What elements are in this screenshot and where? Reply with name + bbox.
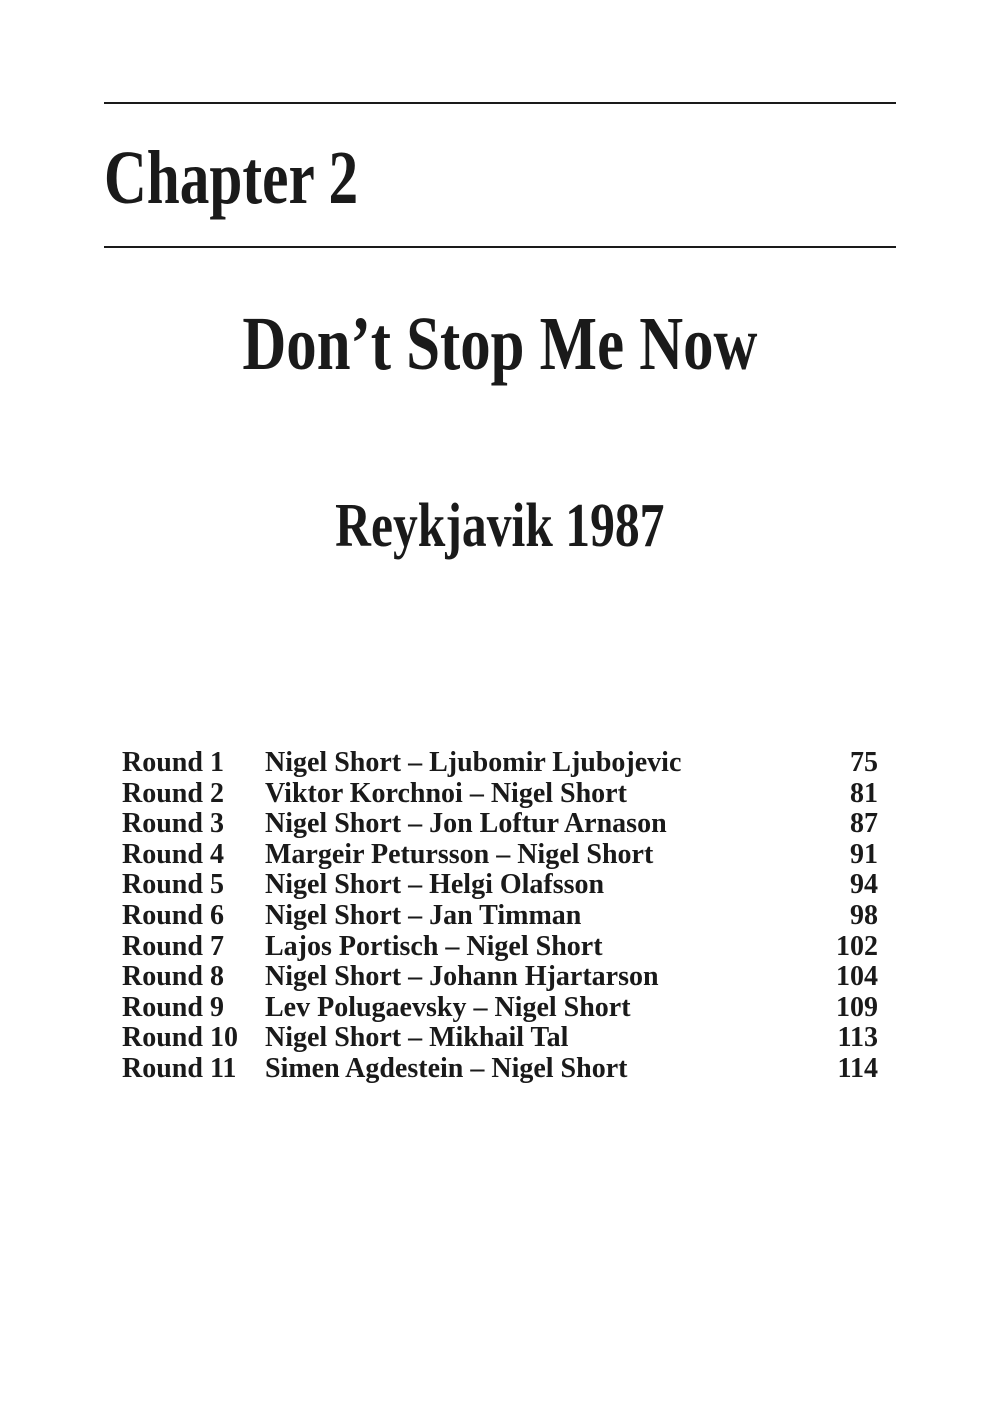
game-title: Viktor Korchnoi – Nigel Short bbox=[265, 777, 627, 809]
round-label: Round 6 bbox=[122, 899, 224, 931]
round-label: Round 2 bbox=[122, 777, 224, 809]
contents-row bbox=[122, 748, 878, 779]
contents-row bbox=[122, 840, 878, 871]
chapter-subtitle-text: Reykjavik 1987 bbox=[335, 492, 665, 560]
round-label: Round 7 bbox=[122, 930, 224, 962]
page-number: 104 bbox=[836, 961, 878, 993]
page-number: 75 bbox=[850, 747, 878, 778]
contents-row bbox=[122, 809, 878, 840]
contents-row bbox=[122, 1023, 878, 1054]
contents-row bbox=[122, 932, 878, 963]
chapter-title bbox=[0, 294, 1000, 394]
game-title: Margeir Petursson – Nigel Short bbox=[265, 838, 654, 870]
contents-row bbox=[122, 962, 878, 993]
page-number: 81 bbox=[850, 777, 878, 809]
game-title: Simen Agdestein – Nigel Short bbox=[265, 1052, 628, 1084]
contents-row bbox=[122, 870, 878, 901]
game-title: Nigel Short – Mikhail Tal bbox=[265, 1022, 569, 1054]
game-title: Nigel Short – Johann Hjartarson bbox=[265, 961, 659, 993]
page-number: 98 bbox=[850, 899, 878, 931]
game-title: Nigel Short – Ljubomir Ljubojevic bbox=[265, 747, 682, 778]
contents-row bbox=[122, 993, 878, 1024]
round-label: Round 1 bbox=[122, 747, 224, 778]
round-label: Round 8 bbox=[122, 961, 224, 993]
page-number: 87 bbox=[850, 808, 878, 840]
chapter-label: Chapter 2 bbox=[104, 136, 359, 220]
game-title: Nigel Short – Helgi Olafsson bbox=[265, 869, 605, 901]
contents-row bbox=[122, 901, 878, 932]
chapter-subtitle bbox=[0, 486, 1000, 566]
page-number: 91 bbox=[850, 838, 878, 870]
top-rule bbox=[104, 102, 896, 104]
page-number: 102 bbox=[836, 930, 878, 962]
contents-list bbox=[122, 748, 878, 1085]
page-number: 94 bbox=[850, 869, 878, 901]
round-label: Round 3 bbox=[122, 808, 224, 840]
game-title: Lajos Portisch – Nigel Short bbox=[265, 930, 603, 962]
contents-row bbox=[122, 779, 878, 810]
page-number: 109 bbox=[836, 991, 878, 1023]
round-label: Round 4 bbox=[122, 838, 224, 870]
bottom-rule bbox=[104, 246, 896, 248]
round-label: Round 9 bbox=[122, 991, 224, 1023]
game-title: Nigel Short – Jon Loftur Arnason bbox=[265, 808, 667, 840]
page-number: 114 bbox=[837, 1052, 878, 1084]
page-number: 113 bbox=[837, 1022, 878, 1054]
game-title: Lev Polugaevsky – Nigel Short bbox=[265, 991, 631, 1023]
game-title: Nigel Short – Jan Timman bbox=[265, 899, 582, 931]
round-label: Round 11 bbox=[122, 1052, 237, 1084]
contents-row bbox=[122, 1054, 878, 1085]
round-label: Round 10 bbox=[122, 1022, 238, 1054]
chapter-title-text: Don’t Stop Me Now bbox=[242, 302, 758, 386]
round-label: Round 5 bbox=[122, 869, 224, 901]
